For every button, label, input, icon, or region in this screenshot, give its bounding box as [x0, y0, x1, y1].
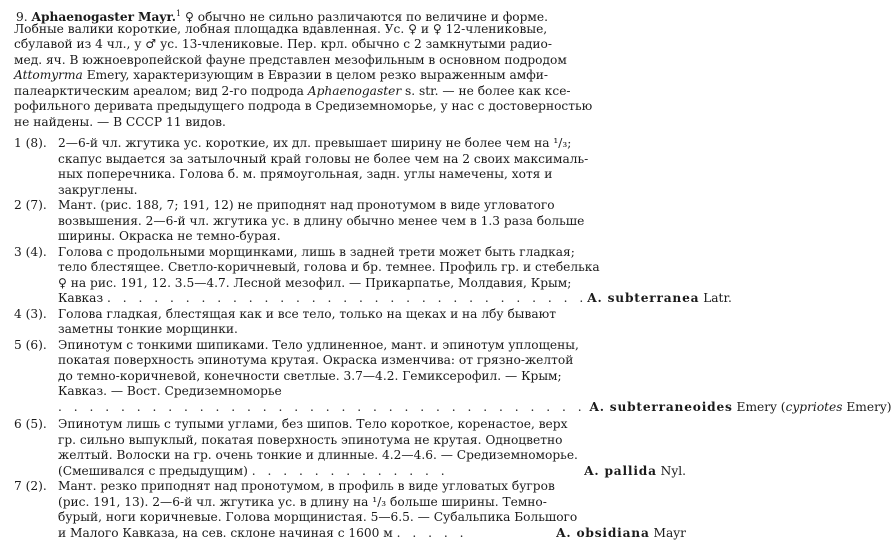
taxon-line: и Малого Кавказа, на сев. склоне начиная с 1600 м . . . . . A. obsidiana Mayr [58, 525, 686, 540]
key-entry-4: 4 (3). Голова гладкая, блестящая как и все тело, только на щеках и на лбу бывают заметны тонкие морщинки. [14, 306, 556, 336]
entry-number: 6 (5). [14, 417, 47, 431]
intro-line-1: 9. Aphaenogaster Mayr.$^1$ ♀ обычно не сильно различаются по величине и форме. [16, 9, 548, 25]
synonym-name: cypriotes [785, 399, 843, 414]
subgenus-aphaenogaster: Aphaenogaster [307, 83, 402, 98]
key-entry-6: 6 (5). Эпинотум лишь с тупыми углами, без шипов. Тело короткое, коренастое, верх гр. сильно выпуклый, покатая поверхность эпинотума не крутая. Одноцветно желтый. Волоски на гр. очень тонкие и длинные. 4.2—4.6. — Средиземноморье. (Смешивался с предыдущим) . . . . . . . . . . . . . A. pallida Nyl. [14, 417, 686, 478]
footnote-mark: 1 [175, 9, 182, 18]
entry-number: 4 (3). [14, 306, 47, 321]
taxon-name: A. obsidiana [556, 525, 650, 540]
key-entry-5: 5 (6). Эпинотум с тонкими шипиками. Тело удлиненное, мант. и эпинотум уплощены, покатая поверхность эпинотума крутая. Окраска изменчива: от грязно-желтой до темно-коричневой, конечности светлые. 3.7—4.2. Гемиксерофил. — Крым; Кавказ. — Вост. Средиземноморье [14, 337, 579, 398]
entry-number: 7 (2). [14, 479, 47, 493]
genus-intro [14, 6, 686, 130]
intro-text-1: обычно не сильно различаются по величине и форме. [197, 10, 548, 25]
key-entry-2: 2 (7). Мант. (рис. 188, 7; 191, 12) не приподнят над пронотумом в виде угловатого возвышения. 2—6-й чл. жгутика ус. в длину обычно менее чем в 1.3 раза больше ширины. Окраска не темно-бурая. [14, 198, 585, 243]
key-entry-7: 7 (2). Мант. резко приподнят над пронотумом, в профиль в виде угловатых бугров (рис. 191, 13). 2—6-й чл. жгутика ус. в длину на ¹/₃ больше ширины. Темно- бурый, ноги коричневые. Голова морщинистая. 5—6.5. — Субальпика Большого и Малого Кавказа, на сев. склоне начиная с 1600 м . . . . . A. obsidiana Mayr [14, 479, 686, 540]
intro-line-6: палеарктическим ареалом; вид 2-го подрода Aphaenogaster s. str. — не более как ксе- [14, 83, 571, 98]
key-entry-1: 1 (8). 2—6-й чл. жгутика ус. короткие, их дл. превышает ширину не более чем на ¹/₃; скапус выдается за затылочный край головы не более чем на 2 своих максималь- ных поперечника. Голова б. м. прямоугольная, задн. углы намечены, хотя и закруглены. [14, 136, 589, 197]
intro-line-2: Лобные валики короткие, лобная площадка вдавленная. Ус. ♀ и ♀ 12-члениковые, [14, 21, 548, 36]
genus-number: 9. [16, 10, 28, 25]
key-entry-3: 3 (4). Голова с продольными морщинками, лишь в задней трети может быть гладкая; тело блестящее. Светло-коричневый, голова и бр. темнее. Профиль гр. и стебелька ♀ на рис. 191, 12. 3.5—4.7. Лесной мезофил. — Прикарпатье, Молдавия, Крым; Кавказ . . . . . . . . . . . . . . . . . . . . . . . . . . . . . . . A. subterranea Latr. [14, 244, 732, 305]
intro-line-3: сбулавой из 4 чл., у ♂ ус. 13-члениковые. Пер. крл. обычно с 2 замкнутыми радио- [14, 37, 552, 51]
intro-line-8: не найдены. — В СССР 11 видов. [14, 114, 226, 129]
entry-number: 1 (8). [14, 136, 47, 150]
genus-author: Mayr. [137, 10, 176, 25]
genus-name: Aphaenogaster [31, 10, 135, 25]
intro-line-7: рофильного дериватa предыдущего подрода в Средиземноморье, у нас с достоверностью [14, 99, 593, 113]
key-entries [14, 136, 892, 541]
taxon-name: A. pallida [584, 463, 657, 478]
taxon-name: A. subterraneoides [589, 399, 733, 414]
intro-line-4: мед. яч. В южноевропейской фауне представлен мезофильным в основном подродом [14, 52, 567, 67]
entry-number: 5 (6). [14, 337, 47, 352]
subgenus-attomyrma: Attomyrma [14, 68, 83, 82]
taxon-line: Кавказ . . . . . . . . . . . . . . . . . . . . . . . . . . . . . . . A. subterranea Latr. [58, 291, 732, 305]
taxon-name: A. subterranea [587, 291, 700, 305]
taxon-line: (Смешивался с предыдущим) . . . . . . . . . . . . . A. pallida Nyl. [58, 463, 686, 478]
entry-number: 3 (4). [14, 244, 47, 259]
entry-number: 2 (7). [14, 198, 47, 212]
intro-line-5: Attomyrma Emery, характеризующим в Евразии в целом резко выраженным амфи- [14, 68, 549, 82]
taxon-line: . . . . . . . . . . . . . . . . . . . . . . . . . . . . . . . . . . A. subterraneoides Emery (cypriotes Emery) [58, 399, 892, 414]
